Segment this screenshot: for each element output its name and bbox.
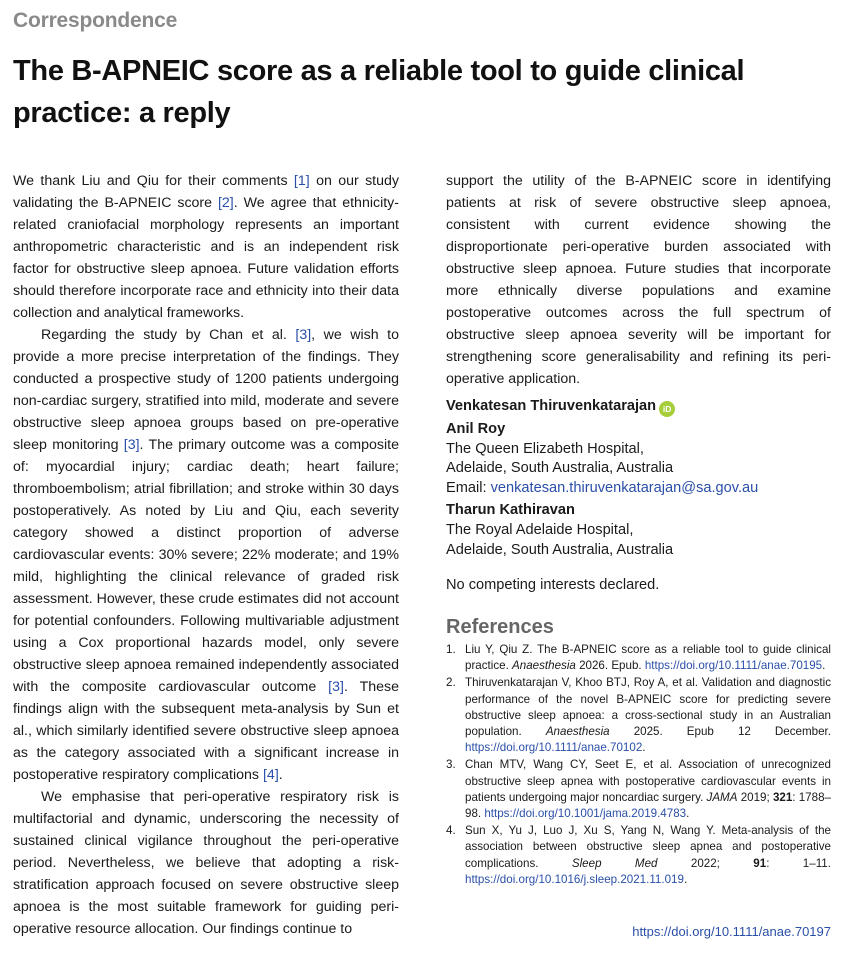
paragraph-text: . These findings align with the subsequent meta-analysis by Sun et al., which similarly identified severe obstructive sleep apnoea as the category associated with a significant increase in postoperative respiratory complications xyxy=(13,679,400,783)
paragraph-text: . We agree that ethnicity-related craniofacial morphology represents an important anthropometric characteristic and is an independent risk factor for obstructive sleep apnoea. Future validation efforts should therefore incorporate race and ethnicity into their data collection and analytical frameworks. xyxy=(13,195,399,321)
reference-text: 2022; xyxy=(657,856,754,870)
body-left-column xyxy=(13,170,399,940)
reference-text: Liu Y, Qiu Z. The B-APNEIC score as a reliable tool to guide clinical practice. xyxy=(465,643,831,673)
reference-text: . xyxy=(822,659,826,673)
paragraph-text: Regarding the study by Chan et al. xyxy=(41,327,296,343)
competing-interests: No competing interests declared. xyxy=(446,577,660,593)
paragraph-text: . xyxy=(278,767,283,783)
affiliation-line: The Queen Elizabeth Hospital, xyxy=(446,440,644,457)
email-label: Email: xyxy=(446,479,491,496)
affiliation-line: Adelaide, South Australia, Australia xyxy=(446,541,674,558)
reference-text: : 1–11. xyxy=(766,856,831,870)
email-link[interactable]: venkatesan.thiruvenkatarajan@sa.gov.au xyxy=(490,479,759,496)
reference-journal: JAMA xyxy=(706,790,738,804)
paragraph-text: on our study validating the B-APNEIC score xyxy=(13,173,399,211)
reference-text: . xyxy=(686,807,690,821)
reference-doi-link[interactable]: https://doi.org/10.1001/jama.2019.4783 xyxy=(484,807,687,821)
affiliation-line: Adelaide, South Australia, Australia xyxy=(446,460,674,477)
paragraph-2 xyxy=(13,324,399,786)
paragraph-4: support the utility of the B-APNEIC score in identifying patients at risk of severe obstructive sleep apnoea, consistent with current evidence showing the disproportionate peri-operative burden associated with obstructive sleep apnoea. Future studies that incorporate more ethnically diverse populations and examine postoperative outcomes across the full spectrum of obstructive sleep apnoea severity will be important for strengthening score generalisability and refining its peri-operative application. xyxy=(446,173,831,387)
citation-link-4[interactable]: [4] xyxy=(262,767,279,783)
reference-text: : 1788–98. xyxy=(465,790,831,821)
citation-link-3b[interactable]: [3] xyxy=(123,437,140,453)
paragraph-3: We emphasise that peri-operative respiratory risk is multifactorial and dynamic, underscoring the necessity of sustained clinical vigilance throughout the peri-operative period. Nevertheless, we believe that adopting a risk-stratification approach focused on severe obstructive sleep apnoea is the most suitable framework for guiding peri-operative resource allocation. Our findings continue to xyxy=(13,789,399,937)
paragraph-text: We thank Liu and Qiu for their comments xyxy=(13,173,294,189)
reference-number: 2. xyxy=(446,676,456,690)
reference-text: . xyxy=(683,872,688,886)
references-heading: References xyxy=(446,616,554,638)
reference-doi-link[interactable]: https://doi.org/10.1111/anae.70195 xyxy=(644,659,823,673)
reference-journal: Sleep Med xyxy=(571,856,658,870)
reference-number: 4. xyxy=(446,824,456,838)
reference-text: . xyxy=(642,741,646,755)
affiliation-line: The Royal Adelaide Hospital, xyxy=(446,521,634,538)
citation-link-1[interactable]: [1] xyxy=(293,173,310,189)
citation-link-3c[interactable]: [3] xyxy=(328,679,344,695)
reference-text: Thiruvenkatarajan V, Khoo BTJ, Roy A, et al. Validation and diagnostic performance of the novel B-APNEIC score for predicting severe obstructive sleep apnoea: a cross-sectional study in an Australian population. xyxy=(465,676,831,739)
author-name-1: Venkatesan Thiruvenkatarajan xyxy=(446,398,657,414)
reference-doi-link[interactable]: https://doi.org/10.1111/anae.70102 xyxy=(465,741,643,755)
references-list xyxy=(446,642,831,889)
reference-item xyxy=(446,642,831,674)
section-label: Correspondence xyxy=(13,9,178,32)
reference-item xyxy=(446,757,831,822)
orcid-icon[interactable]: iD xyxy=(659,401,675,417)
paragraph-text: , we wish to provide a more precise interpretation of the findings. They conducted a prospective study of 1200 patients undergoing non-cardiac surgery, stratified into mild, moderate and severe obstructive sleep apnoea groups based on pre-operative sleep monitoring xyxy=(13,327,399,453)
reference-text: Sun X, Yu J, Luo J, Xu S, Yang N, Wang Y. Meta-analysis of the association between obstructive sleep apnea and postoperative complications. xyxy=(465,824,831,870)
reference-text: 2026. Epub. xyxy=(575,659,645,673)
reference-volume: 321 xyxy=(772,790,793,804)
article-title: The B-APNEIC score as a reliable tool to guide clinical practice: a reply xyxy=(13,55,745,129)
reference-text: Chan MTV, Wang CY, Seet E, et al. Association of unrecognized obstructive sleep apnea with postoperative cardiovascular events in patients undergoing major noncardiac surgery. xyxy=(465,758,831,804)
author-name-2: Anil Roy xyxy=(446,421,506,437)
reference-volume: 91 xyxy=(753,856,767,870)
reference-number: 1. xyxy=(446,643,456,656)
citation-link-3[interactable]: [3] xyxy=(295,327,312,343)
reference-item xyxy=(446,823,831,888)
citation-link-2[interactable]: [2] xyxy=(217,195,234,211)
reference-number: 3. xyxy=(446,758,456,772)
reference-doi-link[interactable]: https://doi.org/10.1016/j.sleep.2021.11.019 xyxy=(465,872,684,886)
footer-doi-link[interactable]: https://doi.org/10.1111/anae.70197 xyxy=(632,924,831,939)
paragraph-text: . The primary outcome was a composite of: myocardial injury; cardiac death; heart failure; thromboembolism; atrial fibrillation; and stroke within 30 days postoperatively. As noted by Liu and Qiu, each severity category showed a distinct proportion of adverse cardiovascular events: 30% severe; 22% moderate; and 19% mild, highlighting the clinical relevance of graded risk assessment. However, these crude estimates did not account for potential confounders. Following multivariable adjustment using a Cox proportional hazards model, only severe obstructive sleep apnoea remained independently associated with the composite cardiovascular outcome xyxy=(13,437,399,695)
reference-journal: Anaesthesia xyxy=(512,659,576,673)
body-right-column xyxy=(446,170,831,390)
reference-journal: Anaesthesia xyxy=(545,725,610,739)
paragraph-1 xyxy=(13,170,399,324)
reference-text: 2025. Epub 12 December. xyxy=(609,725,831,739)
reference-text: 2019; xyxy=(737,790,773,804)
author-block xyxy=(446,397,831,560)
reference-item xyxy=(446,675,831,756)
author-name-3: Tharun Kathiravan xyxy=(446,502,575,519)
